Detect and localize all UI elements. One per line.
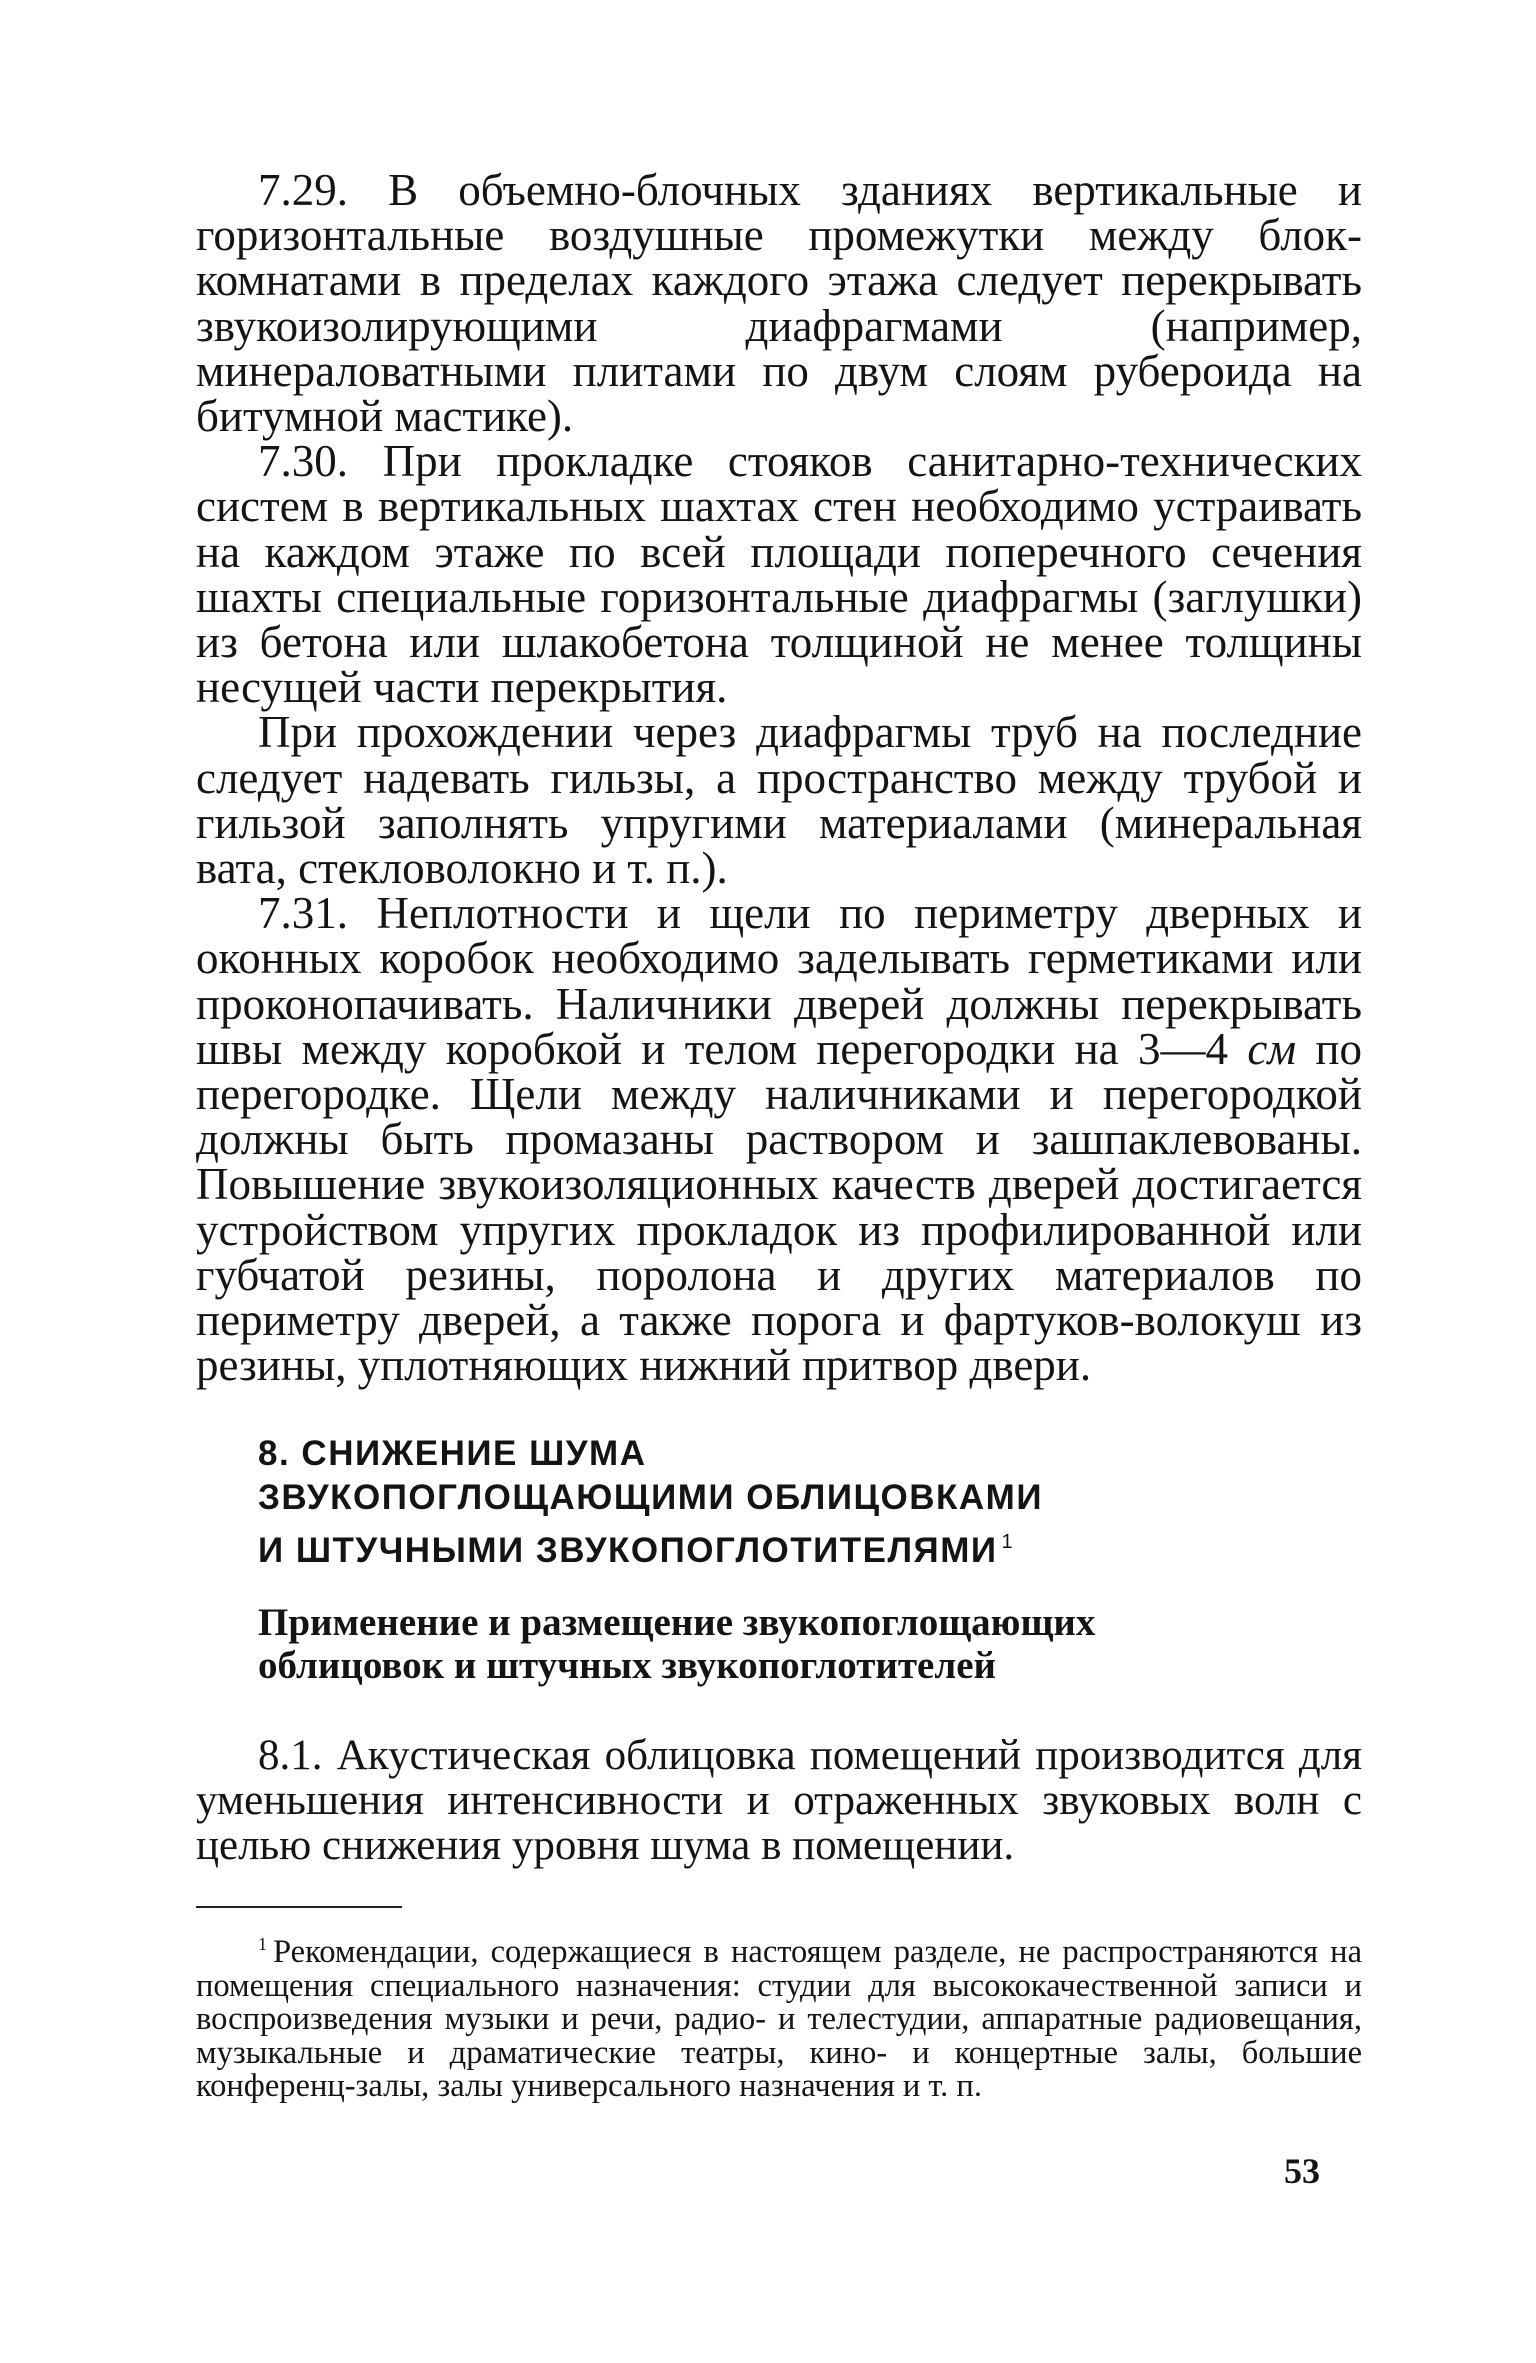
paragraph-7-30-continued (196, 707, 1362, 894)
footnote-mark: 1 (258, 1934, 267, 1955)
clause-number: 7.29. (258, 165, 348, 215)
subsection-heading (258, 1601, 1362, 1687)
paragraph-text: В объемно-блочных зданиях вертикальные и горизонтальные воздушные промежутки между блок-комнатами в пределах каждого этажа следует перекрывать звукоизолирующими диафрагмами (например, минераловатными плитами по двум слоям рубероида на битумной мастике). (196, 165, 1362, 442)
paragraph-8-1 (196, 1733, 1362, 1868)
paragraph-text: Неплотности и щели по периметру дверных и оконных коробок необходимо заделывать герметиками или проконопачивать. Наличники дверей должны перекрывать швы между коробкой и телом перегородки на 3—4 (196, 888, 1362, 1074)
paragraph-7-30 (196, 436, 1362, 713)
unit-text: см (1247, 1023, 1297, 1074)
footnote-reference: 1 (1001, 1531, 1015, 1554)
page-body (196, 165, 1362, 2105)
section-heading (258, 1432, 1362, 1573)
subsection-heading-line: облицовок и штучных звукопоглотителей (258, 1644, 997, 1688)
footnote-text: Рекомендации, содержащиеся в настоящем разделе, не распространяются на помещения специального назначения: студии для высококачественной записи и воспроизведения музыки и речи, радио- и телестудии, аппаратные радиовещания, музыкальные и драматические театры, кино- и концертные залы, большие конференц-залы, залы универсального назначения и т. п. (196, 1934, 1362, 2105)
footnote (196, 1928, 1362, 2104)
clause-number: 8.1. (258, 1732, 323, 1780)
clause-number: 7.30. (258, 436, 348, 487)
subsection-heading-line: Применение и размещение звукопоглощающих (258, 1601, 1096, 1645)
section-heading-line: ЗВУКОПОГЛОЩАЮЩИМИ ОБЛИЦОВКАМИ (258, 1478, 1043, 1518)
paragraph-text: Акустическая облицовка помещений производится для уменьшения интенсивности и отраженных звуковых волн с целью снижения уровня шума в помещении. (196, 1732, 1362, 1870)
paragraph-text: При прохождении через диафрагмы труб на последние следует надевать гильзы, а пространство между трубой и гильзой заполнять упругими материалами (минеральная вата, стекловолокно и т. п.). (196, 707, 1362, 894)
clause-number: 7.31. (258, 888, 348, 939)
section-heading-line (258, 1520, 1362, 1573)
page-number: 53 (1284, 2151, 1320, 2191)
paragraph-7-29 (196, 165, 1362, 442)
footnote-divider (196, 1906, 402, 1908)
paragraph-text: по перегородке. Щели между наличниками и перегородкой должны быть промазаны раствором и зашпаклевованы. Повышение звукоизоляционных качеств дверей достигается устройством упругих прокладок из профилированной или губчатой резины, поролона и других материалов по периметру дверей, а также порога и фартуков-волокуш из резины, уплотняющих нижний притвор двери. (196, 1023, 1362, 1391)
section-heading-line: 8. СНИЖЕНИЕ ШУМА (258, 1434, 647, 1474)
section-heading-text: И ШТУЧНЫМИ ЗВУКОПОГЛОТИТЕЛЯМИ (258, 1531, 998, 1571)
paragraph-text: При прокладке стояков санитарно-технических систем в вертикальных шахтах стен необходимо устраивать на каждом этаже по всей площади поперечного сечения шахты специальные горизонтальные диафрагмы (заглушки) из бетона или шлакобетона толщиной не менее толщины несущей части перекрытия. (196, 436, 1362, 713)
paragraph-7-31 (196, 888, 1362, 1391)
